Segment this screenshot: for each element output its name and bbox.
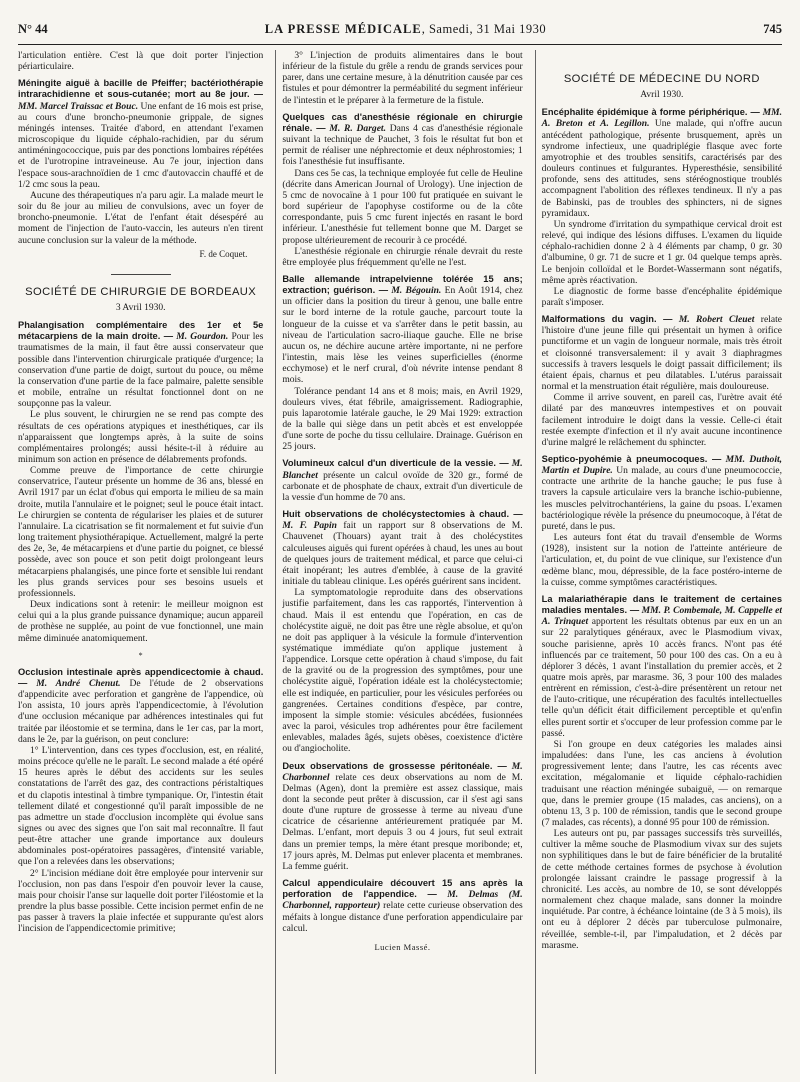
- column-right: [535, 50, 782, 1074]
- paragraph: Comme il arrive souvent, en pareil cas, l'urètre avait été dilaté par des manœuvres intempestives et on pouvait facilement introduire le doigt dans la vessie. Celle-ci était restée exempte d'infection et il n'y avait aucune incontinence d'urine malgré le relâchement du sphincter.: [541, 392, 783, 448]
- article-authors: M. Gourdon.: [176, 331, 229, 343]
- article-authors: MM. P. Combemale, M. Cappelle et A. Trinquet: [541, 605, 783, 628]
- article-body: Un malade, au cours d'une pneumococcie, contracte une arthrite de la hanche gauche; le pus fuse à travers la capsule articulaire vers la branche ischio-pubienne, les muscles pelvitrochantériens, la gaine du psoas. L'examen bactériologique révèle la présence du pneumocoque, à l'état de pureté, dans le pus.: [541, 465, 783, 532]
- article-authors: M. Blanchet: [282, 458, 523, 481]
- column-left: [18, 50, 263, 1074]
- paragraph: La symptomatologie reproduite dans des observations justifie parfaitement, dans les cas rapportés, l'intervention à chaud. Mais il est entendu que l'opération, en cas de cholécystite aiguë, ne doit pas être une règle absolue, et qu'on ne doit pas appliquer à la vésicule la formule d'intervention systématique immédiate qu'on applique justement à l'appendice. Lorsque cette opération à chaud s'impose, du fait de la gravité ou de la progression des symptômes, pour une cholécystite aiguë, l'opération idéale est la cholécystectomie; elle est indiquée, en particulier, pour les vésicules perforées ou gangrenées. Certaines conditions d'espèce, par contre, imposent la simple stomie: vésicules abcédées, fusionnées avec la paroi, vésicules trop adhérentes pour être facilement enlevables, malades âgés, sujets obèses, coexistence d'ictère ou d'angiocholite.: [282, 587, 523, 755]
- journal-name: LA PRESSE MÉDICALE: [264, 22, 422, 36]
- article-title: Méningite aiguë à bacille de Pfeiffer; bactériothérapie intrarachidienne et sous-cutanée; mort au 8e jour. —: [18, 78, 264, 100]
- article-authors: MM. Marcel Traissac et Bouc.: [18, 100, 139, 112]
- article-authors: M. Robert Cleuet: [678, 314, 755, 326]
- article-title: Deux observations de grossesse péritonéale. —: [282, 760, 507, 771]
- article-authors: M. Charbonnel: [282, 760, 523, 783]
- paragraph: Si l'on groupe en deux catégories les malades ainsi impaludées: dans l'une, les cas anciens à évolution progressivement lente; dans l'autre, les cas récents avec excitation, mégalomanie et liquide céphalo-rachidien traduisant une réaction méningée subaiguë, — on remarque que, dans le premier groupe (15 malades, cas anciens), on a obtenu 13, 3 p. 100 de rémission, tandis que le second groupe (7 malades, cas récents), a donné 95 pour 100 de rémission.: [541, 738, 783, 828]
- issue-date: , Samedi, 31 Mai 1930: [421, 22, 547, 36]
- paragraph: Comme preuve de l'importance de cette chirurgie conservatrice, l'auteur présente un homme de 36 ans, blessé en Avril 1917 par un éclat d'obus qui emporta le milieu de sa main droite, mutila l'annulaire et le poignet; seul le pouce était intact. Le chirurgien se contenta de régulariser les plaies et de suturer l'annulaire. La cicatrisation se fit normalement et fut suivie d'un long traitement physiothérapique. Actuellement, malgré la perte des 2e, 3e, 4e métacarpiens et d'une partie du poignet, ce blessé possède, avec son pouce et son petit doigt prolongeant leurs métacarpiens phalangisés, une pince forte et sensible lui rendant les plus grands services pour ses besoins usuels et professionnels.: [18, 465, 264, 599]
- article-body: relate cette curieuse observation des méfaits à longue distance d'une perforation appendiculaire par calcul.: [282, 900, 523, 934]
- article-body: fait un rapport sur 8 observations de M. Chauvenet (Thouars) ayant trait à des cholécystites calculeuses aiguës qui furent opérées à chaud, les unes au bout de quelques jours de traitement médical, et parce que celui-ci était inopérant; les autres d'emblée, à cause de la gravité initiale du tableau clinique. Les opérés guérirent sans incident.: [282, 520, 523, 588]
- paragraph: 1° L'intervention, dans ces types d'occlusion, est, en réalité, moins précoce qu'elle ne le paraît. Le second malade a été opéré 15 heures après le début des accidents sur les seules constatations de l'arrêt des gaz, des contractions péristaltiques et du clapotis intestinal à timbre tympanique. Or, l'intestin était tellement dilaté et congestionné qu'il paraît impossible de ne pas admettre un stade d'occlusion incomplète qui évolue sans signes ou avec des signes que l'on sait mal reconnaître. Il faut peut-être attacher une grande importance aux douleurs abdominales post-opératoires passagères, d'intensité variable, que l'on a relevées dans les observations;: [18, 744, 264, 868]
- separator-star: *: [138, 650, 143, 660]
- article-title: Septico-pyohémie à pneumocoques. —: [541, 454, 722, 464]
- article-title: Balle allemande intrapelvienne tolérée 15 ans; extraction; guérison. —: [282, 273, 523, 296]
- carry-over-text: 3° L'injection de produits alimentaires dans le bout inférieur de la fistule du grêle a rendu de grands services pour parer, dans une certaine mesure, à la dénutrition causée par ces fistules et pour démontrer la perméabilité du segment inférieur de l'intestin et le préparer à la fermeture de la fistule.: [282, 50, 523, 106]
- article-title: Quelques cas d'anesthésie régionale en chirurgie rénale. —: [282, 111, 523, 133]
- article-authors: M. R. Darget.: [329, 122, 386, 134]
- article-title: La malariathérapie dans le traitement de certaines maladies mentales. —: [541, 593, 783, 616]
- article-title: Huit observations de cholécystectomies à chaud. —: [282, 509, 523, 520]
- article-body: relate ces deux observations au nom de M. Delmas (Agen), dont la première est assez classique, mais dont la seconde peut prêter à discussion, car il s'est agi sans doute d'une rupture de grossesse à terme au niveau d'une cicatrice de césarienne antérieurement pratiquée par M. Delmas. L'enfant, mort depuis 3 ou 4 jours, fut seul extrait dans un premier temps, la mère étant presque moribonde; et, 17 jours après, M. Delmas put enlever placenta et membranes. La femme guérit.: [282, 771, 523, 872]
- session-date: 3 Avril 1930.: [115, 302, 166, 313]
- article-septico-pyohemie: [542, 454, 782, 532]
- article-vagin: [542, 314, 782, 392]
- article-authors: MM. Duthoit, Martin et Dupire.: [541, 454, 783, 477]
- article-body: Dans 4 cas d'anesthésie régionale suivant la technique de Pauchet, 3 fois le résultat fut bon et permit de réaliser une néphrectomie et deux néphrostomies; 1 fois l'anesthésie fut insuffisante.: [282, 122, 523, 168]
- article-body: présente un calcul ovoïde de 320 gr., formé de carbonate et de phosphate de chaux, extrait d'un diverticule de la vessie d'un homme de 70 ans.: [282, 469, 523, 503]
- paragraph: Les auteurs font état du travail d'ensemble de Worms (1928), insistent sur la notion de l'atteinte antérieure de l'articulation, et, du point de vue clinique, sur l'existence d'un œdème blanc, mou, dépressible, de la face postéro-interne de la cuisse, comme symptômes caractéristiques.: [541, 532, 783, 588]
- article-body: Une malade, qui n'offre aucun antécédent pathologique, présente brusquement, après un syndrome infectieux, une quadriplégie flasque avec forte amyotrophie et des troubles sensitifs, caractérisés par des douleurs continues et fulgurantes. Hyperesthésie, sensibilité profonde, sens des attitudes, sens stéréognostique troublés accompagnent l'abolition des réflexes tendineux. Il n'y a pas de Babinski, pas de troubles des sphincters, ni de signes pyramidaux.: [541, 118, 783, 219]
- society-heading: SOCIÉTÉ DE CHIRURGIE DE BORDEAUX: [25, 285, 257, 298]
- article-phalangisation: [18, 320, 263, 409]
- article-meningite: [18, 78, 263, 190]
- paragraph: Les auteurs ont pu, par passages successifs très surveillés, cultiver la même souche de Plasmodium vivax sur des sujets non syphilitiques dans le but de faire bénéficier de la brutalité de cette méthode certaines formes de psychose à évolution prolongée laissant craindre le passage progressif à la chronicité. Les accès, au nombre de 10, se sont développés normalement chez chaque malade, sans donner la moindre inquiétude. Par contre, à échéance lointaine (de 3 à 5 mois), ils ont eu à déplorer 2 décès par tuberculose pulmonaire, réveillée, semble-t-il, par l'impaludation, et 2 décès par marasme.: [541, 828, 783, 951]
- society-heading: SOCIÉTÉ DE MÉDECINE DU NORD: [563, 73, 760, 85]
- paragraph: Deux indications sont à retenir: le meilleur moignon est celui qui a la plus grande puissance dynamique; aucun appareil de prothèse ne supplée, au point de vue fonctionnel, une main même diminuée anatomiquement.: [18, 599, 264, 644]
- article-title: Occlusion intestinale après appendicectomie à chaud. —: [18, 666, 264, 688]
- article-authors: MM. A. Breton et A. Legillon.: [541, 107, 783, 130]
- article-body: relate l'histoire d'une jeune fille qui présentait un hymen à orifice punctiforme et un vagin de longueur normale, mais très étroit et cloisonné transversalement: il y avait 3 diaphragmes successifs à travers lesquels le doigt passait difficilement; ils étaient épais, charnus et peu dilatables. L'utérus paraissait normal et la menstruation était régulière, mais douloureuse.: [541, 314, 783, 393]
- article-anesthesie: [282, 112, 522, 168]
- divider: [111, 274, 171, 275]
- paragraph: L'anesthésie régionale en chirurgie rénale devrait du reste être employée plus fréquemment qu'elle ne l'est.: [282, 245, 523, 268]
- signature: F. de Coquet.: [199, 248, 248, 259]
- article-title: Encéphalite épidémique à forme périphérique. —: [541, 107, 760, 118]
- page-header: [18, 22, 782, 44]
- session-date: Avril 1930.: [640, 90, 684, 101]
- article-body: Pour les traumatismes de la main, il faut être aussi conservateur que possible dans l'intervention chirurgicale pratiquée d'urgence; la conservation d'une partie de doigt, surtout du pouce, ou même la conservation d'une partie de la face palmaire, palette sensible et mobile, entraîne un résultat fonctionnel dont on ne soupçonne pas la valeur.: [18, 331, 264, 410]
- article-grossesse: [282, 761, 522, 873]
- article-body: Une enfant de 16 mois est prise, au cours d'une broncho-pneumonie grippale, de signes méningés intenses. Traitée d'abord, en attendant l'examen microscopique du liquide céphalo-rachidien, par du sérum antiméningococcique, puis par des ponctions lombaires répétées et de l'urotropine intraveineuse. Au 7e jour, injection dans l'espace sous-arachnoïdien de 1 cmc d'autovaccin chauffé et de 1/2 cmc sous la peau.: [18, 100, 264, 190]
- page-number: 745: [763, 22, 782, 36]
- article-title: Malformations du vagin. —: [541, 314, 673, 325]
- column-middle: [275, 50, 522, 1074]
- article-authors: M. Delmas (M. Charbonnel, rapporteur): [282, 889, 523, 912]
- paragraph: Un syndrome d'irritation du sympathique cervical droit est relevé, qui indique des lésions diffuses. L'examen du liquide céphalo-rachidien donne 2 à 4 éléments par champ, 0 gr. 30 d'albumine, 0 gr. 71 de sucre et 1 gr. 04 quelque temps après. Le benjoin colloïdal et le Bordet-Wassermann sont négatifs, même après réactivation.: [541, 218, 783, 286]
- article-malariatherapie: [542, 594, 782, 739]
- paragraph: Aucune des thérapeutiques n'a paru agir. La malade meurt le soir du 8e jour au milieu de convulsions, avec un foyer de broncho-pneumonie. L'état de l'enfant était désespéré au moment de l'injection de l'auto-vaccin, les auteurs n'en tirent aucune conclusion sur la valeur de la méthode.: [18, 189, 264, 246]
- carry-over-text: l'articulation entière. C'est là que doit porter l'injection périarticulaire.: [18, 50, 264, 73]
- article-body: En Août 1914, chez un officier dans la position du tireur à genou, une balle entre sur le bord interne de la rotule gauche, parcourt toute la longueur de la cuisse et va s'arrêter dans le petit bassin, au niveau de l'articulation sacro-iliaque gauche. Elle ne brise aucun os, ne déchire aucune artère importante, ni ne perfore l'intestin, mais lèse les veines superficielles (énorme ecchymose) et le nerf crural, d'où névrite intense pendant 8 mois.: [282, 285, 523, 386]
- article-encephalite: [542, 107, 782, 219]
- article-calcul-vessie: [282, 458, 522, 503]
- article-authors: M. Bégouin.: [391, 285, 442, 297]
- header-rule: [18, 44, 782, 45]
- article-body: apportent les résultats obtenus par eux en un an sur 22 paralytiques généraux, avec le Plasmodium vivax, souche parisienne, après 10 accès francs. N'ont pas été influencés par ce traitement, 50 pour 100 des cas. On a eu à déplorer 3 décès, 1 avant l'installation du premier accès, et 2 quatre mois après, par marasme. 36, 3 pour 100 des malades entrèrent en rémission, c'est-à-dire présentèrent un retour net de l'auto-critique, une récupération des facultés intellectuelles telle qu'un déficit était difficilement perceptible et qu'enfin elles purent sortir et s'occuper de leur profession comme par le passé.: [541, 616, 783, 739]
- article-occlusion: [18, 667, 263, 745]
- article-cholecystectomies: [282, 509, 522, 587]
- article-balle: [282, 274, 522, 386]
- article-authors: M. F. Papin: [282, 520, 337, 532]
- journal-title: [265, 22, 546, 37]
- paragraph: Tolérance pendant 14 ans et 8 mois; mais, en Avril 1929, douleurs vives, état fébrile, amaigrissement. Radiographie, puis laparotomie latérale gauche, le 29 Mai 1929: extraction de la balle qui siège dans un petit abcès et est enveloppée d'une sorte de poche du tissu cellulaire. Drainage. Guérison en 25 jours.: [282, 385, 523, 453]
- issue-number: N° 44: [18, 22, 48, 36]
- paragraph: Le diagnostic de forme basse d'encéphalite épidémique paraît s'imposer.: [541, 285, 783, 308]
- article-body: De l'étude de 2 observations d'appendicite avec perforation et gangrène de l'appendice, où l'on assista, 10 jours après l'appendicectomie, à l'évolution d'une occlusion mécanique par adhérences intestinales qui fut traitée par iléostomie et se termina, dans le 1er cas, par la mort, dans le 2e, par la guérison, on peut conclure:: [18, 677, 264, 745]
- paragraph: Dans ces 5e cas, la technique employée fut celle de Heuline (décrite dans American Journal of Urology). Une injection de 5 cmc de novocaïne à 1 pour 100 fut pratiquée en suivant le bord supérieur de l'apophyse costiforme ou de la côte correspondante, puis 5 cmc furent injectés en rasant le bord inférieur. L'anesthésie fut tellement bonne que M. Darget se propose ultérieurement de recourir à ce procédé.: [282, 167, 523, 246]
- signature: Lucien Massé.: [374, 941, 431, 952]
- paragraph: 2° L'incision médiane doit être employée pour intervenir sur l'occlusion, non pas dans l'espoir d'en pouvoir lever la cause, mais pour choisir l'anse sur laquelle doit porter l'iléostomie et la prendre la plus basse possible. Cette incision permet enfin de ne pas passer à travers la plaie infectée et suppurante qu'est alors l'incision de l'appendicectomie primitive;: [18, 867, 264, 935]
- text-columns: [18, 50, 782, 1074]
- paragraph: Le plus souvent, le chirurgien ne se rend pas compte des résultats de ces opérations atypiques et inesthétiques, car ils n'apparaissent que longtemps après, à la suite de soins complémentaires prolongés; aussi hésite-t-il à réduire au minimum son action en présence de délabrements profonds.: [18, 409, 264, 465]
- article-title: Calcul appendiculaire découvert 15 ans après la perforation de l'appendice. —: [282, 878, 523, 900]
- article-authors: M. André Chenut.: [36, 677, 121, 689]
- article-calcul-appendiculaire: [282, 878, 522, 934]
- article-title: Volumineux calcul d'un diverticule de la vessie. —: [282, 458, 509, 469]
- article-title: Phalangisation complémentaire des 1er et 5e métacarpiens de la main droite. —: [18, 320, 264, 342]
